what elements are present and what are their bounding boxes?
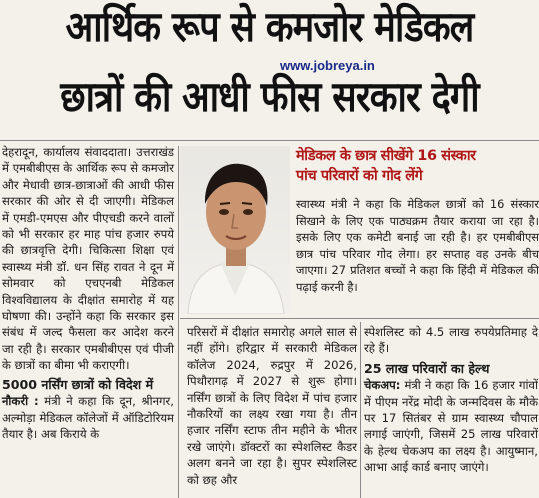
paragraph: स्पेशलिस्ट को 4.5 लाख रुपयेप्रतिमाह दे रहे हैं। xyxy=(364,325,538,356)
article-column-3 xyxy=(364,324,538,476)
headline-line-1: आर्थिक रूप से कमजोर मेडिकल xyxy=(65,2,474,51)
portrait-illustration xyxy=(180,146,290,314)
article-column-1 xyxy=(2,144,174,442)
minister-photo xyxy=(180,146,290,314)
dateline: देहरादून, कार्यालय संवाददाता। xyxy=(2,145,132,159)
paragraph-lead: चेकअप: xyxy=(364,378,401,393)
column-divider xyxy=(178,146,179,498)
headline-line-2: छात्रों की आधी फीस सरकार देगी xyxy=(60,72,479,121)
article-column-2 xyxy=(187,324,357,488)
column-divider xyxy=(360,322,361,498)
box-body: स्वास्थ्य मंत्री ने कहा कि मेडिकल छात्रों को 16 संस्कार सिखाने के लिए एक पाठ्यक्रम तैयार कराया जा रहा है। इसके लिए एक कमेटी बनाई जा रही है। हर एमबीबीएस छात्र पांच परिवार गोद लेगा। हर सप्ताह वह उनके बीच जाएगा। 27 प्रतिशत बच्चों ने कहा कि हिंदी में मेडिकल की पढ़ाई करनी है। xyxy=(296,197,539,294)
subheading: 5000 नर्सिंग छात्रों को विदेश में xyxy=(2,376,154,392)
box-bottom-rule xyxy=(180,318,539,319)
paragraph: मंत्री ने कहा कि 16 हजार गांवों में पीएम नरेंद्र मोदी के जन्मदिवस के मौके पर 17 सितंबर से ग्राम स्वास्थ्य चौपाल लगाई जाएंगी, जिसमें 25 लाख परिवारों के हेल्थ चेकअप का लक्ष्य है। आयुष्मान, आभा आई कार्ड बनाए जाएंगे। xyxy=(364,378,538,475)
subheading: 25 लाख परिवारों का हेल्थ xyxy=(364,360,490,376)
paragraph: परिसरों में दीक्षांत समारोह अगले साल से नहीं होंगे। हरिद्वार में सरकारी मेडिकल कॉलेज 2024, रुद्रपुर में 2026, पिथौरागढ़ में 2027 से शुरू होगा। नर्सिंग छात्रों के लिए विदेश में पांच हजार नौकरियों का लक्ष्य रखा गया है। तीन हजार नर्सिंग स्टाफ तीन महीने के भीतर रखे जाएंगे। डॉक्टरों का स्पेशलिस्ट कैडर अलग बनने जा रहा है। सुपर स्पेशलिस्ट को छह और xyxy=(187,325,357,487)
paragraph: उत्तराखंड में एमबीबीएस के आर्थिक रूप से कमजोर और मेधावी छात्र-छात्राओं की आधी फीस सरकार की ओर से दी जाएगी। मेडिकल में एमडी-एमएस और पीएचडी करने वालों को भी सरकार हर माह पांच हजार रुपये की छात्रवृत्ति देगी। चिकित्सा शिक्षा एवं स्वास्थ्य मंत्री डॉ. धन सिंह रावत ने दून में सोमवार को एचएनबी मेडिकल विश्वविद्यालय के दीक्षांत समारोह में यह घोषणा की। उन्होंने कहा कि सरकार इस संबंध में जल्द फैसला कर आदेश करने जा रही है। सरकार एमबीबीएस एवं पीजी के छात्रों का बीमा भी कराएगी। xyxy=(2,145,174,373)
watermark-url: www.jobreya.in xyxy=(280,58,375,73)
headline-rule xyxy=(0,140,539,141)
paragraph: मंत्री ने कहा कि दून, श्रीनगर, अल्मोड़ा मेडिकल कॉलेजों में ऑडिटोरियम तैयार है। अब किराये के xyxy=(2,394,174,441)
box-title-line-2: पांच परिवारों को गोद लेंगे xyxy=(296,168,423,184)
paragraph-lead: नौकरी : xyxy=(2,394,39,409)
box-title-line-1: मेडिकल के छात्र सीखेंगे 16 संस्कार xyxy=(296,148,476,164)
box-title xyxy=(296,146,539,186)
